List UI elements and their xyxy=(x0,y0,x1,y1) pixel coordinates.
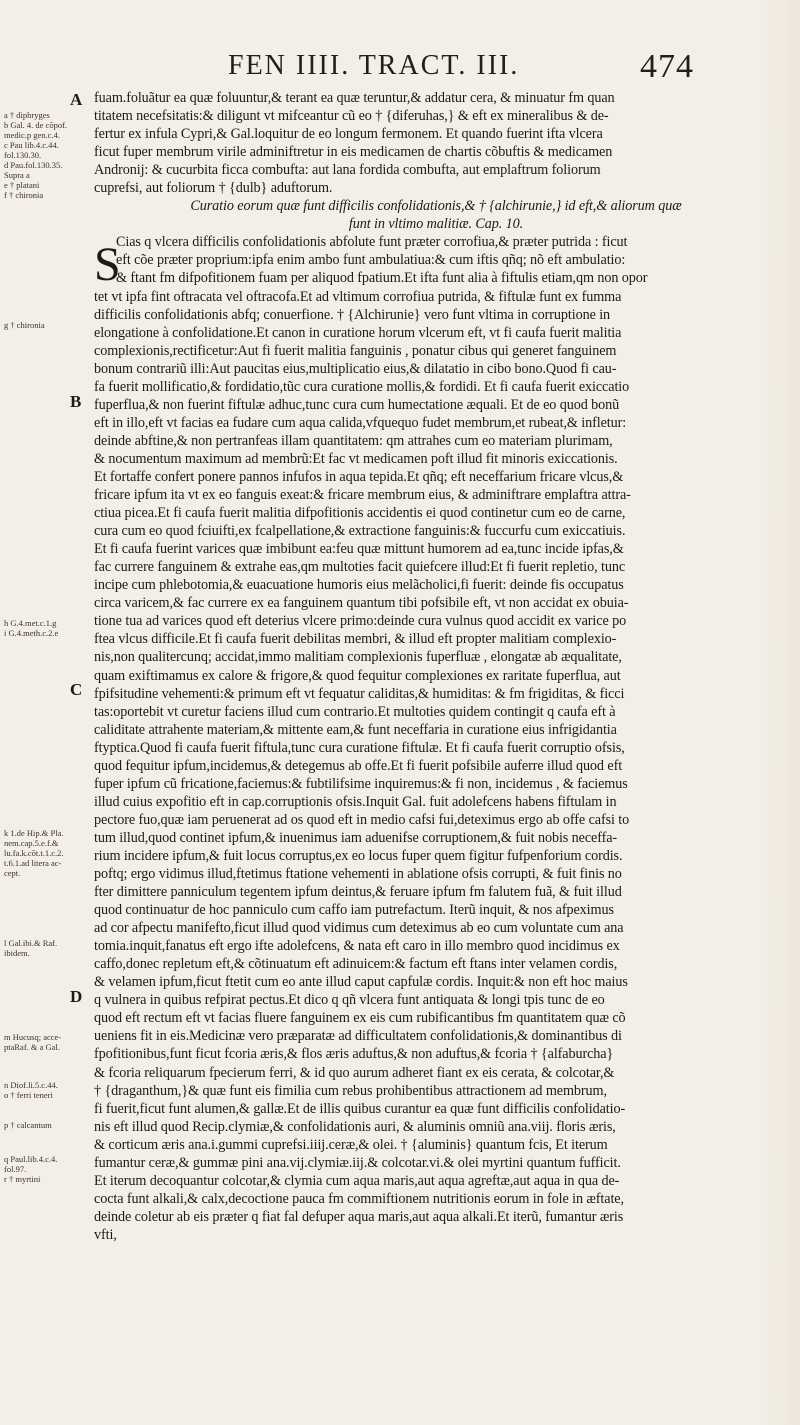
text-line: tum illud,quod continet ipfum,& inuenimus iam aduenifse corruptionem,& fuit nobis neceffa- xyxy=(94,829,618,846)
text-line: titatem necefsitatis:& diligunt vt mifceantur cũ eo † {diferuhas,} & eft ex mineralibus & de- xyxy=(94,108,609,125)
margin-note: p † calcantum xyxy=(4,1120,52,1130)
text-line: quod eft rectum eft vt facias fluere fanguinem ex eis cum rubificantibus fm quantitatem quæ cõ xyxy=(94,1010,626,1027)
text-line: fa fuerit mollificatio,& fordidatio,tũc cura curatione mollis,& fordidi. Et fi caufa fuerit exiccatio xyxy=(94,378,630,395)
text-line: Cias q vlcera difficilis confolidationis abfolute funt præter corrofiua,& præter putrida : ficut xyxy=(116,234,628,251)
text-line: fricare ipfum ita vt ex eo fanguis exeat:& fricare membrum eius, & adminiftrare emplaftra attra- xyxy=(94,487,631,504)
margin-note: h G.4.met.c.1.g i G.4.meth.c.2.e xyxy=(4,618,59,638)
text-line: † {draganthum,}& quæ funt eis fimilia cum rebus prohibentibus attractionem ad membrum, xyxy=(94,1082,607,1099)
text-line: Curatio eorum quæ funt difficilis confolidationis,& † {alchirunie,} id eft,& aliorum quæ xyxy=(190,198,682,215)
text-line: fpifsitudine vehementi:& primum eft vt fequatur caliditas,& humiditas: & fm frigiditas, & ficci xyxy=(94,685,625,702)
section-letter-c: C xyxy=(70,680,83,699)
text-line: fi fuerit,ficut funt alumen,& gallæ.Et de illis quibus curantur ea quæ funt difficilis confolidatio- xyxy=(94,1100,626,1117)
text-line: ctiua picea.Et fi caufa fuerit malitia difpofitionis accidentis ei quod continetur cum eo de carne, xyxy=(94,505,626,522)
text-line: complexionis,rectificetur:Aut fi fuerit malitia fanguinis , ponatur cibus qui generet fanguinem xyxy=(94,342,617,359)
page-edge-shading xyxy=(760,0,800,1425)
text-line: fertur ex infula Cypri,& Gal.loquitur de eo longum fermonem. Et quando fuerint ifta vlcera xyxy=(94,126,603,143)
text-line: elongatione à confolidatione.Et canon in curatione horum vlcerum eft, vt fi caufa fuerit malitia xyxy=(94,324,622,341)
margin-note: g † chironia xyxy=(4,320,45,330)
text-line: & nocumentum maximum ad membrũ:Et fac vt medicamen poft illud fit minoris exiccationis. xyxy=(94,450,618,467)
text-line: fuperflua,& non fuerint fiftulæ adhuc,tunc cura cum humectatione æquali. Et de eo quod bonũ xyxy=(94,396,620,413)
text-line: poftq; ergo vidimus illud,ftetimus ftatione vehementi in ablatione ofsis corrupti, & fuit finis no xyxy=(94,866,622,883)
text-line: rium incidere ipfum,& fuit locus corruptus,ex eo locus fuper quem figitur fufpenforium cordis. xyxy=(94,847,623,864)
text-line: fumantur ceræ,& gummæ pini ana.vij.clymiæ.iij.& colcotar.vi.& olei myrtini quantum fufficit. xyxy=(94,1154,621,1171)
text-line: ftea vlcus difficile.Et fi caufa fuerit debilitas membri, & illud eft propter malitiam complexio- xyxy=(94,631,617,648)
text-line: ficut fuper membrum virile adminiftretur in eis medicamen de chartis cõbuftis & medicamen xyxy=(94,144,613,161)
text-line: cocta funt alkali,& calx,decoctione pauca fm commiftionem nutritionis eorum in fole in æftate, xyxy=(94,1190,624,1207)
text-line: cuprefsi, aut foliorum † {dulb} aduftorum. xyxy=(94,180,333,197)
text-line: bonum contrariũ illi:Aut paucitas eius,multiplicatio eius,& dilatatio in cibo bono.Quod fi cau- xyxy=(94,360,617,377)
text-line: ad cor afpectu manifefto,ficut illud quod vidimus cum deteximus ab eo cum voluntate cum ana xyxy=(94,920,624,937)
text-line: fuper ipfum cũ fricatione,faciemus:& fubtilifsime inquiremus:& fi non, incidemus , & faciemus xyxy=(94,775,628,792)
text-line: Et fi caufa fuerint varices quæ imbibunt ea:feu quæ mittunt humorem ad ea,tunc incide ipfas,& xyxy=(94,541,624,558)
text-line: fuam.foluãtur ea quæ foluuntur,& terant ea quæ teruntur,& addatur cera, & minuatur fm quan xyxy=(94,90,615,106)
text-line: vfti, xyxy=(94,1226,117,1243)
text-line: circa varicem,& fac currere ex ea fanguinem quantum tibi pofsibile eft, vt non accidat ex obuia- xyxy=(94,595,629,612)
margin-note: q Paul.lib.4.c.4. fol.97. r † myrtini xyxy=(4,1154,58,1184)
page-number: 474 xyxy=(640,48,694,85)
section-letter-a: A xyxy=(70,90,83,109)
text-line: nis,non qualitercunq; accidat,immo malitiam complexionis fuperfluæ , elongatæ ab æqualitate, xyxy=(94,649,622,666)
running-title: FEN IIII. TRACT. III. xyxy=(228,50,520,81)
body-text xyxy=(94,89,778,1244)
margin-note: a † diphryges b Gal. 4. de cõpof. medic.p gen.c.4. c Pau lib.4.c.44. fol.130.30. d Pau.fol.130.35. Supra a e † platani f † chironia xyxy=(4,110,68,200)
text-line: ftyptica.Quod fi caufa fuerit fiftula,tunc cura curatione fiftulæ. Et fi caufa fuerit corruptio ofsis, xyxy=(94,739,625,756)
text-line: ueniens fit in eis.Medicinæ vero præparatæ ad difficultatem confolidationis,& dominantibus di xyxy=(94,1028,622,1045)
text-line: deinde abftine,& non pertranfeas illam quantitatem: qm attrahes cum eo materiam plurimam, xyxy=(94,432,613,449)
text-line: caliditate attrahente materiam,& mittente eam,& funt neceffaria in curatione eius infrigidantia xyxy=(94,721,617,738)
text-line: quod fequitur ipfum,incidemus,& detegemus ab offe.Et fi fuerit pofsibile auferre illud quod eft xyxy=(94,757,623,774)
text-line: Et fortaffe confert ponere pannos infufos in aqua tepida.Et qñq; eft neceffarium fricare vlcus,& xyxy=(94,468,624,485)
text-line: tomia.inquit,fanatus eft ergo ifte adolefcens, & nata eft caro in illo membro quod incidimus ex xyxy=(94,938,620,955)
text-line: incipe cum phlebotomia,& euacuatione humoris eius melãcholici,fi fuerit: deinde fis occupatus xyxy=(94,577,624,594)
text-line: fac currere fanguinem & extrahe eas,qm multoties facit quiefcere illud:Et fi fuerit repletio, tunc xyxy=(94,559,626,576)
text-line: fpofitionibus,funt ficut fcoria æris,& flos æris aduftus,& non aduftus,& fcoria † {alfaburcha} xyxy=(94,1046,614,1063)
margin-note: m Hucusq; acce- ptaRaf. & a Gal. xyxy=(4,1032,62,1052)
text-line: tione tua ad varices quod eft deterius vlcere primo:deinde cura vulnus quod accidit ex varice po xyxy=(94,613,627,630)
text-line: Andronij: & cucurbita ficca combufta: aut lana fordida combufta, aut emplaftrum foliorum xyxy=(94,162,601,179)
text-line: caffo,donec repletum eft,& cõtinuatum eft adinuicem:& factum eft ftans inter velamen cordis, xyxy=(94,956,618,973)
text-line: quam exiftimamus ex calore & frigore,& quod fequitur complexiones ex raritate fuperflua, aut xyxy=(94,667,621,684)
text-line: eft cõe præter proprium:ipfa enim ambo funt ambulatiua:& cum iftis qñq; nõ eft ambulatio: xyxy=(116,252,626,269)
text-line: nis eft illud quod Recip.clymiæ,& confolidationis auri, & aluminis omniũ ana.viij. floris æris, xyxy=(94,1118,616,1135)
text-line: & velamen ipfum,ficut ftetit cum eo ante illud caput capfulæ cordis. Inquit:& non eft hoc maius xyxy=(94,974,628,991)
margin-note: k 1.de Hip.& Pla. nem.cap.5.e.f.& lu.fa.k.cõt.t.1.c.2. t.6.1.ad litera ac- cept. xyxy=(4,828,64,878)
text-line: & ftant fm difpofitionem fuam per aliquod fpatium.Et ifta funt alia à fiftulis etiam,qm non opor xyxy=(116,270,648,287)
text-line: funt in vltimo malitiæ. Cap. 10. xyxy=(348,216,524,233)
margin-note: n Diof.li.5.c.44. o † ferri teneri xyxy=(4,1080,58,1100)
margin-note: l Gal.ibi.& Raf. ibidem. xyxy=(4,938,58,958)
text-line: difficilis confolidationis abfq; conuerfione. † {Alchirunie} vero funt vltima in corruptione in xyxy=(94,306,611,323)
text-line: tas:oportebit vt curetur faciens illud cum contrario.Et multoties quidem contingit q caufa eft à xyxy=(94,703,616,720)
section-letter-d: D xyxy=(70,987,83,1006)
text-line: pectore fuo,quæ iam peruenerat ad os quod eft in medio cafsi fui,deteximus ergo ab offe cafsi to xyxy=(94,811,630,828)
running-head xyxy=(0,48,800,88)
text-line: deinde coletur ab eis præter q fiat fal defuper aqua maris,aut aqua alkali.Et iterũ, fumantur æris xyxy=(94,1208,624,1225)
drop-cap: S xyxy=(94,238,121,291)
section-letter-b: B xyxy=(70,392,82,411)
text-line: tet vt ipfa fint oftracata vel oftracofa.Et ad vltimum corrofiua putrida, & fiftulæ funt ex fumma xyxy=(94,288,622,305)
text-line: fter dimittere panniculum tegentem ipfum deintus,& feruare ipfum fm falutem fuã, & fuit illud xyxy=(94,884,622,901)
text-line: Et iterum decoquantur colcotar,& clymia cum aqua maris,aut aqua agreftæ,aut aqua in qua de- xyxy=(94,1172,620,1189)
text-line: illud cuius expofitio eft in cap.corruptionis ofsis.Inquit Gal. fuit adolefcens habens fiftulam in xyxy=(94,793,617,810)
text-line: eft in illo,eft vt facias ea fudare cum aqua calida,vfquequo fudet membrum,et rubeat,& infletur: xyxy=(94,414,627,431)
text-line: & corticum æris ana.i.gummi cuprefsi.iiij.ceræ,& olei. † {aluminis} quantum fcis, Et iterum xyxy=(94,1136,608,1153)
text-line: & fcoria reliquarum fpecierum ferri, & id quo aurum adheret fiant ex eis cerata, & colcotar,& xyxy=(94,1064,615,1081)
text-line: q vulnera in quibus refpirat pectus.Et dico q qñ vlcera funt antiquata & longi tpis tunc de eo xyxy=(94,992,605,1009)
text-line: cura cum eo quod fciuifti,ex fcalpellatione,& extractione fanguinis:& fuccurfu cum exiccatiuis. xyxy=(94,523,626,540)
text-line: quod continuatur de hoc panniculo cum caffo iam putrefactum. Iterũ inquit, & nos afpeximus xyxy=(94,902,614,919)
